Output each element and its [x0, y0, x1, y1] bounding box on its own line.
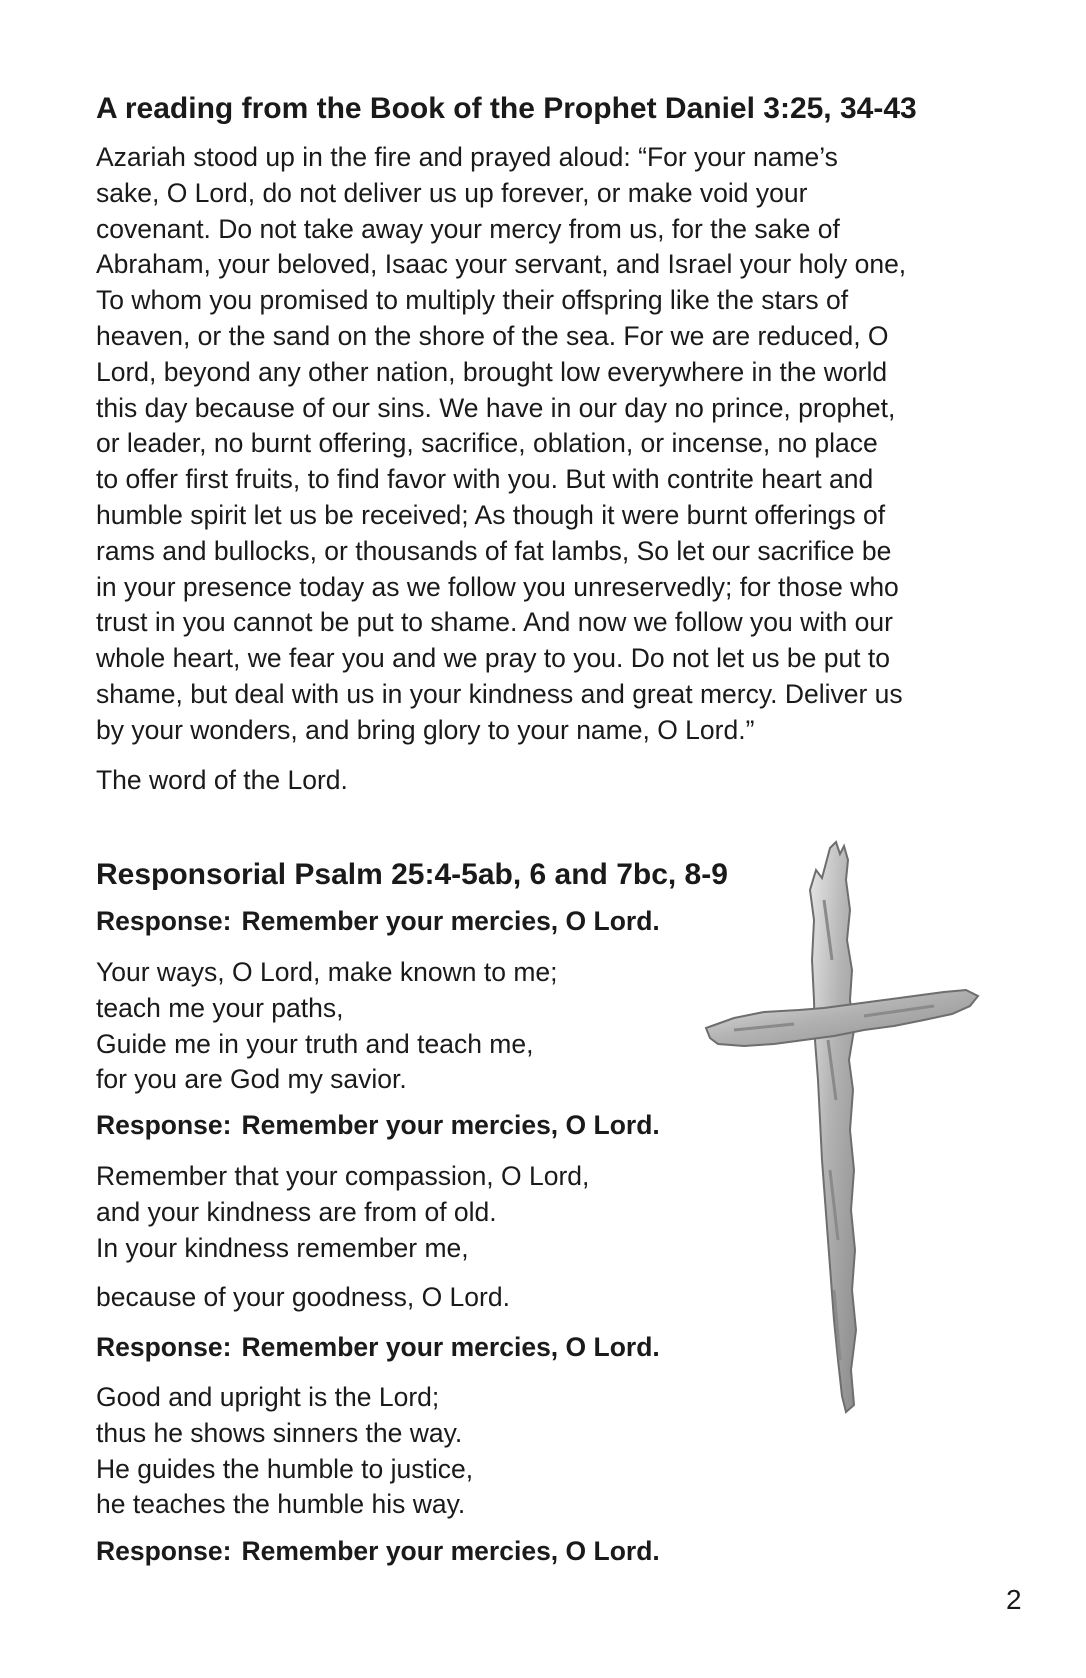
- stanza-line: because of your goodness, O Lord.: [96, 1282, 510, 1312]
- response-text: Remember your mercies, O Lord.: [241, 1110, 660, 1140]
- reading-line: rams and bullocks, or thousands of fat lambs, So let our sacrifice be: [96, 535, 892, 566]
- response-label: Response:: [96, 1536, 232, 1566]
- cross-icon: [704, 840, 980, 1416]
- stanza-line: and your kindness are from of old.: [96, 1196, 497, 1227]
- stanza-line: Your ways, O Lord, make known to me;: [96, 957, 558, 987]
- reading-line: humble spirit let us be received; As though it were burnt offerings of: [96, 499, 886, 530]
- psalm-response: [96, 903, 660, 939]
- reading-title: A reading from the Book of the Prophet Daniel 3:25, 34-43: [96, 92, 917, 125]
- stanza-line: teach me your paths,: [96, 992, 344, 1023]
- reading-line: To whom you promised to multiply their offspring like the stars of: [96, 285, 849, 316]
- reading-line: by your wonders, and bring glory to your name, O Lord.”: [96, 714, 755, 745]
- reading-line: to offer first fruits, to find favor with you. But with contrite heart and: [96, 464, 874, 495]
- stanza-line: Remember that your compassion, O Lord,: [96, 1161, 590, 1191]
- reading-line: heaven, or the sand on the shore of the sea. For we are reduced, O: [96, 320, 889, 351]
- stanza-line: In your kindness remember me,: [96, 1232, 469, 1263]
- reading-line: whole heart, we fear you and we pray to you. Do not let us be put to: [96, 643, 891, 674]
- stanza-line: Good and upright is the Lord;: [96, 1382, 440, 1412]
- reading-line: covenant. Do not take away your mercy from us, for the sake of: [96, 213, 840, 244]
- reading-line: or leader, no burnt offering, sacrifice, oblation, or incense, no place: [96, 428, 878, 459]
- stanza-line: for you are God my savior.: [96, 1064, 407, 1095]
- psalm-response: [96, 1533, 660, 1569]
- stanza-line: He guides the humble to justice,: [96, 1453, 474, 1484]
- reading-line: this day because of our sins. We have in our day no prince, prophet,: [96, 392, 896, 423]
- reading-line: Abraham, your beloved, Isaac your servant, and Israel your holy one,: [96, 249, 907, 280]
- response-label: Response:: [96, 1110, 232, 1140]
- reading-line: sake, O Lord, do not deliver us up forever, or make void your: [96, 177, 808, 208]
- reading-closing: The word of the Lord.: [96, 765, 348, 795]
- reading-line: in your presence today as we follow you unreservedly; for those who: [96, 571, 899, 602]
- response-label: Response:: [96, 1332, 232, 1362]
- response-text: Remember your mercies, O Lord.: [241, 906, 660, 936]
- reading-line: Azariah stood up in the fire and prayed aloud: “For your name’s: [96, 142, 838, 172]
- response-text: Remember your mercies, O Lord.: [241, 1536, 660, 1566]
- stanza-line: thus he shows sinners the way.: [96, 1417, 463, 1448]
- reading-body: [96, 140, 1036, 749]
- psalm-response: [96, 1107, 660, 1143]
- cross-vertical-beam: [810, 842, 856, 1412]
- stanza-line: Guide me in your truth and teach me,: [96, 1028, 534, 1059]
- reading-line: trust in you cannot be put to shame. And now we follow you with our: [96, 607, 893, 638]
- response-text: Remember your mercies, O Lord.: [241, 1332, 660, 1362]
- reading-line: Lord, beyond any other nation, brought low everywhere in the world: [96, 356, 888, 387]
- page-number: 2: [1006, 1584, 1022, 1615]
- stanza-line: he teaches the humble his way.: [96, 1489, 466, 1520]
- reading-line: shame, but deal with us in your kindness and great mercy. Deliver us: [96, 678, 903, 709]
- response-label: Response:: [96, 906, 232, 936]
- psalm-title: Responsorial Psalm 25:4-5ab, 6 and 7bc, 8-9: [96, 858, 728, 891]
- psalm-response: [96, 1329, 660, 1365]
